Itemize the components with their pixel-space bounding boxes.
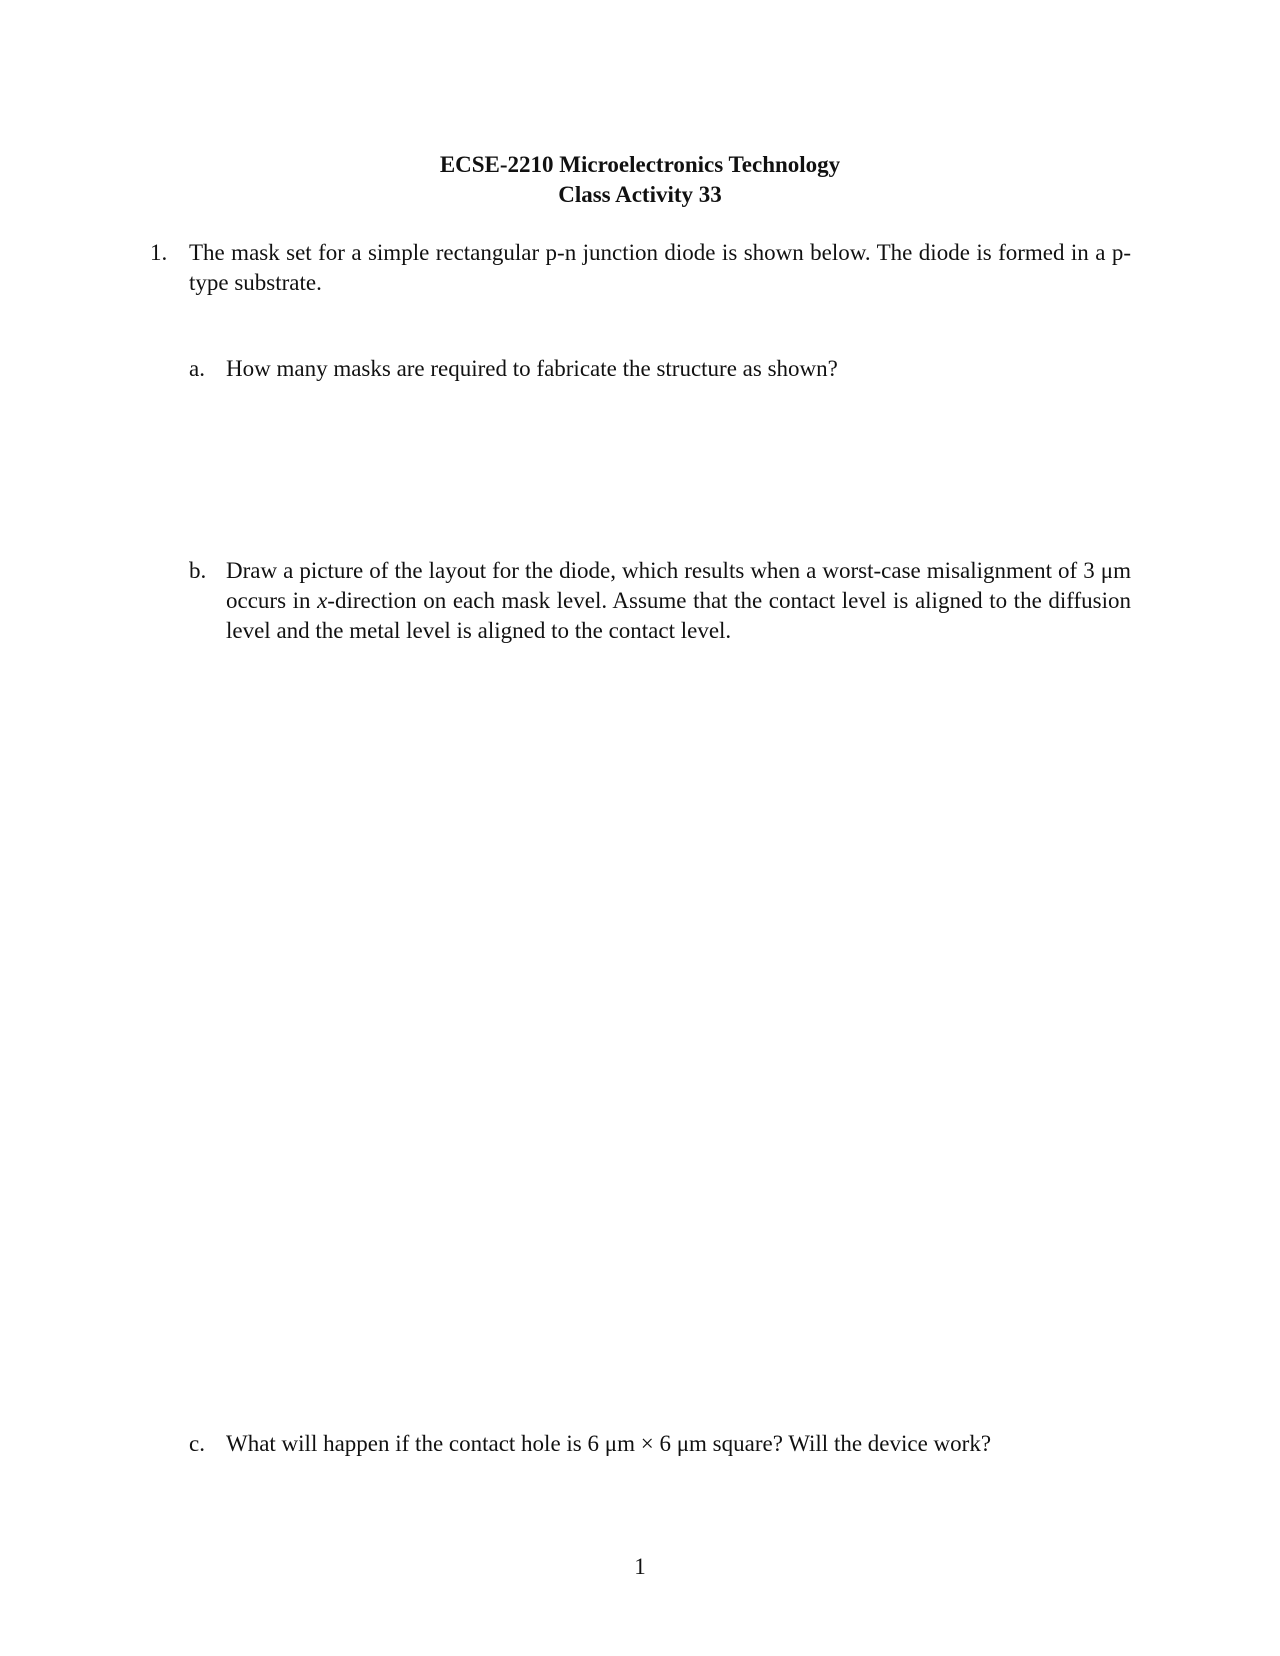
part-c-text: What will happen if the contact hole is 6 μm × 6 μm square? Will the device work?: [226, 1431, 992, 1456]
part-a-text: How many masks are required to fabricate the structure as shown?: [226, 356, 838, 381]
part-b-text-after: -direction on each mask level. Assume that the contact level is aligned to the diffusion level and the metal level is aligned to the contact level.: [226, 588, 1131, 643]
page-number: 1: [634, 1554, 646, 1579]
question-text: The mask set for a simple rectangular p-n junction diode is shown below. The diode is formed in a p-type substrate.: [189, 240, 1131, 295]
part-c-letter: c.: [189, 1431, 205, 1456]
course-title: ECSE-2210 Microelectronics Technology: [439, 152, 841, 177]
activity-title: Class Activity 33: [558, 182, 722, 207]
part-a-letter: a.: [189, 356, 205, 381]
part-b-text-before: Draw a picture of the layout for the diode, which results when a worst-case misalignment of 3 μm occurs in: [226, 558, 1131, 613]
question-number: 1.: [150, 240, 168, 265]
part-b-italic-x: x: [317, 588, 328, 613]
part-b-letter: b.: [189, 558, 207, 583]
part-b-text: [226, 556, 1131, 646]
